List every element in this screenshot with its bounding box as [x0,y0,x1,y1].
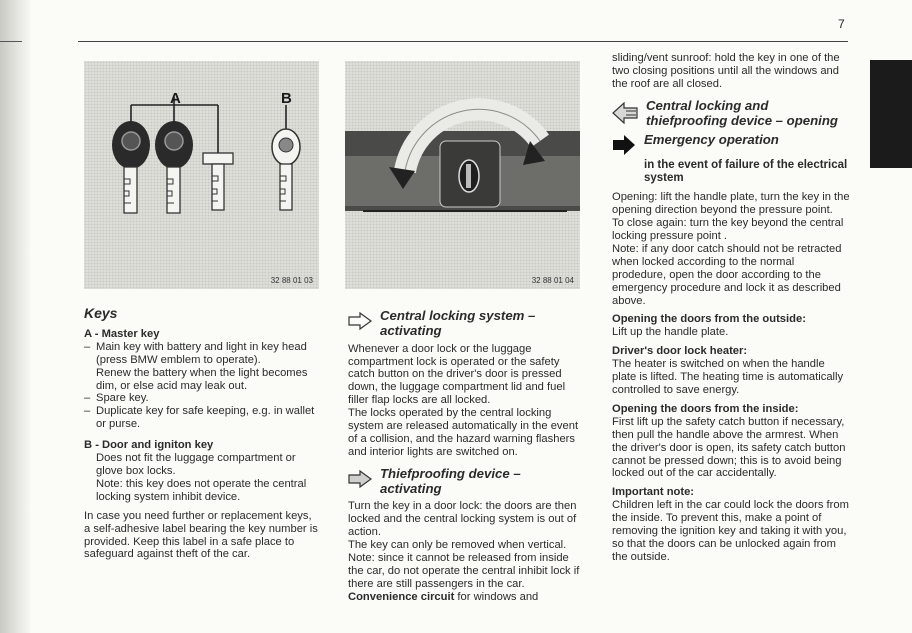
central-locking-text: Whenever a door lock or the luggage compartment lock is operated or the safety catch button on the driver's door is pressed down, the luggage compartment lid and fuel filler flap locks are all locked. [348,342,566,407]
battery-text: Renew the battery when the light becomes dim, or else acid may leak out. [96,366,308,392]
convenience-text [348,591,584,604]
duplicate-key-text: Duplicate key for safe keeping, e.g. in wallet or purse. [96,405,315,431]
collision-text: The locks operated by the central locking system are released automatically in the event of a collision, and the hazard warning flashers and interior lights are switched on. [348,407,579,458]
binding-spine [0,0,30,633]
thief-heading-line1: Thiefproofing device – [380,465,521,481]
emergency-sub-1: in the event of failure of the electrical [644,159,848,172]
opening-heading [612,99,850,129]
sunroof-text: sliding/vent sunroof: hold the key in one of the two closing positions until all the windows and the roof are all closed. [612,52,840,90]
convenience-cont: for windows and [454,590,539,603]
label-a: A [170,90,181,107]
list-item: – Spare key. [84,392,149,405]
door-key-heading: B - Door and igniton key [84,439,214,452]
door-lock-drawing [345,61,580,289]
replacement-keys-text: In case you need further or replacement keys, a self-adhesive label bearing the key number is provided. Keep this label in a safe place to safeguard against theft of the car. [84,509,318,561]
keys-illustration [84,61,319,289]
important-heading: Important note: [612,486,695,499]
outline-arrow-icon [348,312,372,330]
keys-heading: Keys [84,305,118,321]
thief-text-2: The key can only be removed when vertical. [348,539,567,552]
opening-text: Opening: lift the handle plate, turn the key in the opening direction beyond the pressure point. [612,191,850,217]
duplicate-key-icon [203,153,233,210]
striped-arrow-icon [612,102,638,124]
emergency-title: Emergency operation [644,132,779,148]
list-item: – Duplicate key for safe keeping, e.g. in wallet or purse. [84,405,320,431]
master-key-icon [112,121,150,213]
door-ignition-key-icon [272,129,300,210]
central-locking-column [348,307,584,604]
keys-column [84,307,320,561]
section-thumb-tab [870,60,912,168]
outside-heading: Opening the doors from the outside: [612,313,806,326]
heater-text: The heater is switched on when the handle plate is lifted. The heating time is automatically controlled to save energy. [612,358,844,396]
figure-code: 32 88 01 04 [531,276,574,285]
thief-text-1: Turn the key in a door lock: the doors are then locked and the central locking system is out of action. [348,500,577,539]
important-text: Children left in the car could lock the doors from the inside. To prevent this, make a point of removing the ignition key and taking it with you, so that the doors can be unlocked again from the outside. [612,499,849,563]
opening-column [612,52,850,564]
master-key-text: Main key with battery and light in key head (press BMW emblem to operate). [96,340,307,366]
door-lock-illustration [345,61,580,289]
emergency-heading [612,132,850,155]
header-rule [78,41,848,42]
keys-drawing [84,61,319,289]
central-locking-heading [348,309,584,339]
shaded-arrow-icon [348,470,372,488]
heater-heading: Driver's door lock heater: [612,345,748,358]
spare-key-text: Spare key. [96,392,149,405]
thief-heading-line2: activating [380,480,442,496]
solid-arrow-icon [612,135,636,155]
spine-rule [0,41,22,42]
figure-code: 32 88 01 03 [270,276,313,285]
master-key-2-icon [155,121,193,213]
opening-heading-line1: Central locking and [646,97,769,113]
door-key-text: Does not fit the luggage compartment or glove box locks. [96,452,296,477]
page-number: 7 [838,17,845,31]
central-heading-line2: activating [380,322,442,338]
emergency-sub-2: system [644,172,684,185]
central-heading-line1: Central locking system – [380,308,536,323]
master-key-heading: A - Master key [84,327,160,340]
inside-heading: Opening the doors from the inside: [612,402,799,415]
door-key-note: Note: this key does not operate the central locking system inhibit device. [96,477,307,503]
label-b: B [281,90,292,107]
list-item: – Main key with battery and light in key head (press BMW emblem to operate). Renew the battery when the light becomes dim, or else acid may leak out. [84,341,320,393]
close-text: To close again: turn the key beyond the central locking pressure point . [612,217,844,243]
inside-text: First lift up the safety catch button if necessary, then pull the handle above the armrest. When the driver's door is open, its safety catch button cannot be pressed down; this is to avoid being locked out of the car accidentally. [612,415,846,480]
note-text: Note: if any door catch should not be retracted when locked according to the normal prodedure, open the door according to the emergency procedure and lock it as described above. [612,242,842,307]
thiefproofing-heading [348,467,584,497]
convenience-label: Convenience circuit [348,590,455,603]
outside-text: Lift up the handle plate. [612,326,729,339]
thief-text-3: Note: since it cannot be released from inside the car, do not operate the central inhibit lock if there are still passengers in the car. [348,551,580,590]
opening-heading-line2: thiefproofing device – opening [646,112,838,128]
